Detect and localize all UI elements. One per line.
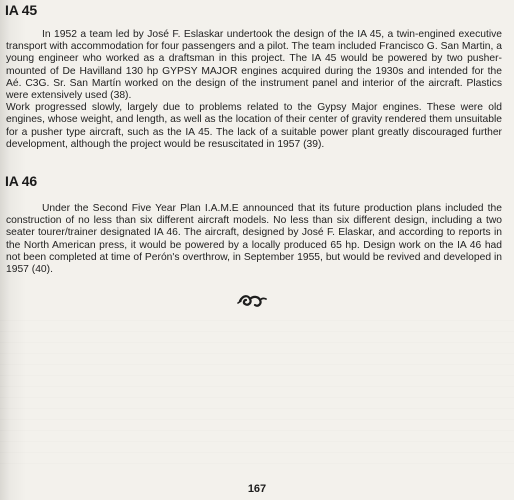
page-background-bleed xyxy=(0,320,514,470)
page-number: 167 xyxy=(247,483,267,495)
section-heading-ia45: IA 45 xyxy=(5,2,37,18)
section-body-ia46 xyxy=(6,203,502,276)
paragraph-ia45-progress: Work progressed slowly, largely due to problems related to the Gypsy Major engines. These were old engines, whose weight, and length, as well as the location of their center of gravity rendered them unsuitable for a pusher type aircraft, such as the IA 45. The lack of a suitable power plant greatly discouraged further development, although the project would be resuscitated in 1957 (39). xyxy=(6,102,502,150)
paragraph-ia46-plan: Under the Second Five Year Plan I.A.M.E announced that its future production plans included the construction of no less than six different aircraft models. No less than six different design, including a two seater tourer/trainer designated IA 46. The aircraft, designed by José F. Elaskar, and according to reports in the North American press, it would be powered by a locally produced 65 hp. Design work on the IA 46 had not been completed at time of Perón's overthrow, in September 1955, but would be revived and developed in 1957 (40). xyxy=(6,203,502,276)
fleuron-icon xyxy=(236,291,268,309)
section-body-ia45 xyxy=(6,29,502,151)
paragraph-ia45-design: In 1952 a team led by José F. Eslaskar undertook the design of the IA 45, a twin-engined executive transport with accommodation for four passengers and a pilot. The team included Francisco G. San Martin, a young engineer who worked as a draftsman in this project. The IA 45 would be powered by two pusher-mounted of De Havilland 130 hp GYPSY MAJOR engines acquired during the 1930s and intended for the Aé. C3G. Sr. San Martín worked on the design of the instrument panel and interior of the aircraft. Plastics were extensively used (38). xyxy=(6,29,502,102)
section-heading-ia46: IA 46 xyxy=(5,173,37,189)
